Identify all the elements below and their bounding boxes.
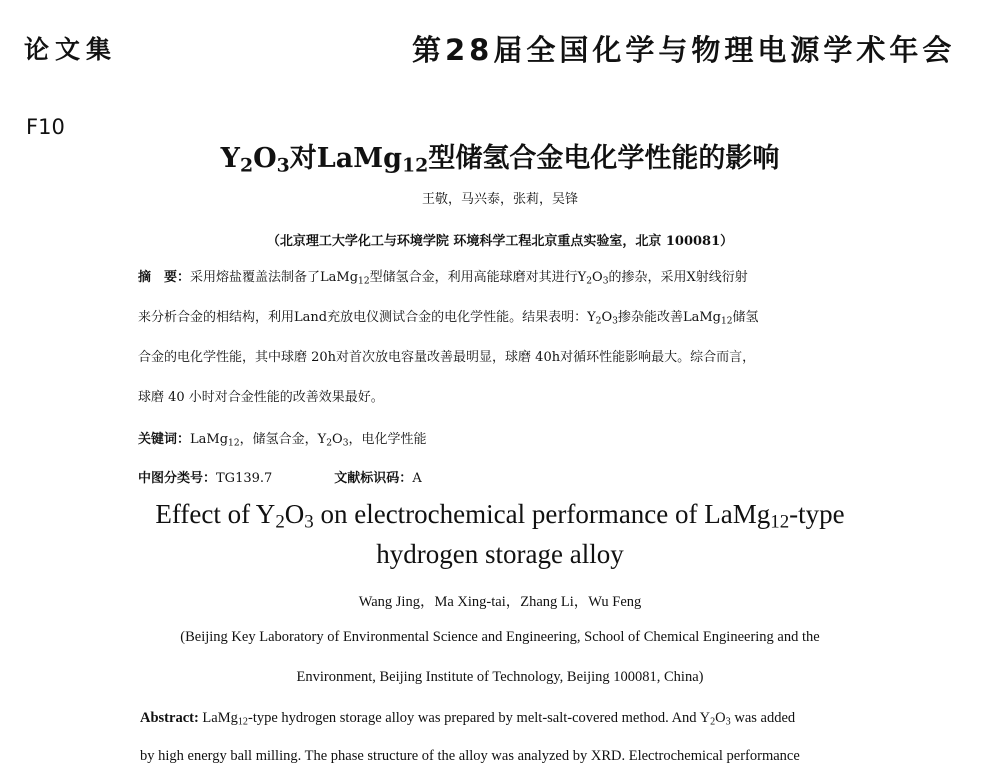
english-abstract-line-1: Abstract: LaMg$_{12}$-type hydrogen storage alloy was prepared by melt-salt-covered method. And $Y_2O_3$ was added xyxy=(140,710,796,728)
doc-code-label: 文献标识码： xyxy=(334,471,413,486)
chinese-abstract-line-2: 来分析合金的相结构，利用Land充放电仪测试合金的电化学性能。结果表明：$Y_2O_3$掺杂能改善LaMg$_{12}$储氢 xyxy=(138,310,759,327)
chinese-authors: 王敬，马兴泰，张莉，吴锋 xyxy=(421,192,578,207)
english-abstract-line-2: by high energy ball milling. The phase structure of the alloy was analyzed by XRD. Electrochemical performance xyxy=(140,748,800,764)
clc-label: 中图分类号： xyxy=(138,471,217,486)
english-title-line-2: hydrogen storage alloy xyxy=(376,539,624,569)
english-affiliation-line-2: Environment, Beijing Institute of Technology, Beijing 100081, China) xyxy=(296,669,704,685)
classification-line xyxy=(138,467,862,486)
english-title-line-1: Effect of $Y_2O_3$ on electrochemical performance of LaMg$_{12}$-type xyxy=(155,499,845,533)
chinese-affiliation: （北京理工大学化工与环境学院 环境科学工程北京重点实验室，北京 100081） xyxy=(266,234,734,249)
english-affiliation-line-1: (Beijing Key Laboratory of Environmental Science and Engineering, School of Chemical Engineering and the xyxy=(180,629,820,645)
chinese-keywords: 关键词：LaMg$_{12}$，储氢合金，$Y_2O_3$，电化学性能 xyxy=(138,432,427,449)
clc-value: TG139.7 xyxy=(216,471,273,486)
doc-code-value: A xyxy=(412,471,422,486)
english-abstract-label: Abstract: xyxy=(140,710,199,726)
chinese-abstract-line-1: 摘 要：采用熔盐覆盖法制备了LaMg$_{12}$型储氢合金，利用高能球磨对其进行$Y_2O_3$的掺杂，采用X射线衍射 xyxy=(138,270,748,287)
english-authors: Wang Jing，Ma Xing-tai，Zhang Li，Wu Feng xyxy=(358,594,642,610)
running-header-left: 论文集 xyxy=(24,35,118,64)
chinese-keywords-label: 关键词： xyxy=(138,432,191,447)
paper-id: F10 xyxy=(26,115,65,139)
chinese-abstract-label: 摘 要： xyxy=(138,270,191,285)
running-header-conference: 第28届全国化学与物理电源学术年会 xyxy=(412,33,956,67)
chinese-abstract-line-4: 球磨 40 小时对合金性能的改善效果最好。 xyxy=(138,390,384,405)
chinese-title: $Y_2O_3$对LaMg$_{12}$型储氢合金电化学性能的影响 xyxy=(220,143,780,177)
chinese-abstract-line-3: 合金的电化学性能，其中球磨 20h对首次放电容量改善最明显，球磨 40h对循环性能影响最大。综合而言， xyxy=(138,350,756,365)
